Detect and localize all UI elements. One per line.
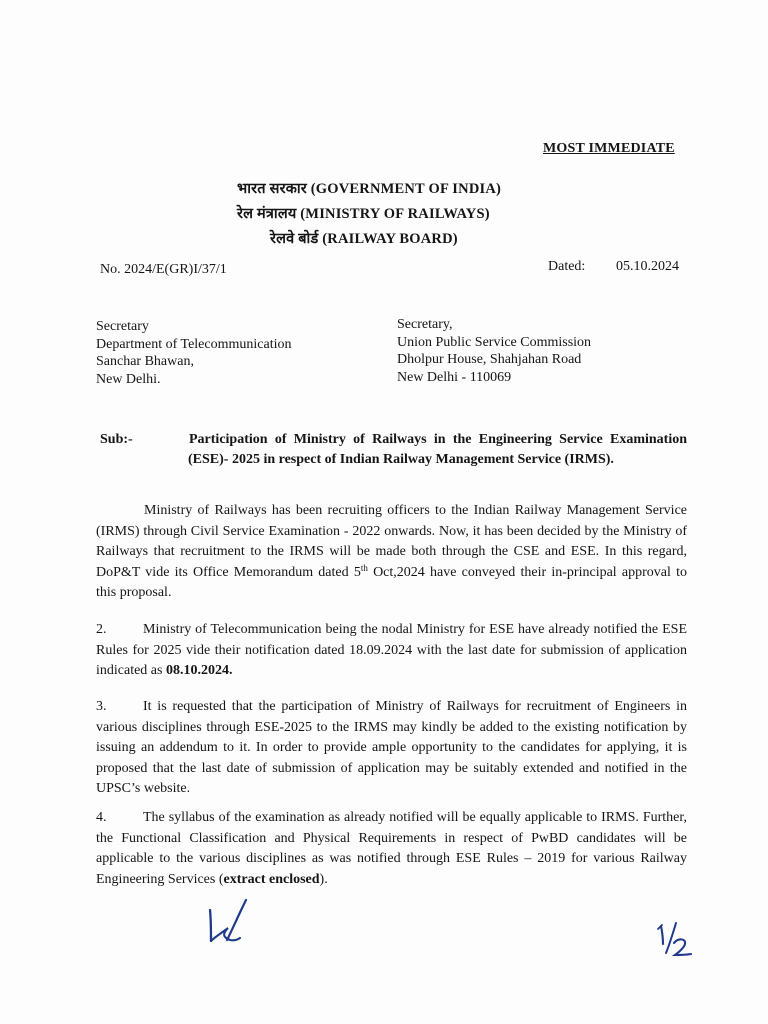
subject-text: Participation of Ministry of Railways in the Engineering Service Examination (ESE)- 2025 in respect of Indian Railway Management Service (IRMS). [188, 432, 687, 467]
addressee-upsc-line: Secretary, [397, 317, 453, 332]
initials-drawing [200, 896, 256, 948]
handwritten-initials-icon [200, 896, 256, 953]
subject-label: Sub:- [100, 432, 133, 447]
paragraph-2 [96, 620, 687, 682]
paragraph-1 [96, 501, 687, 604]
page-number-marker [652, 917, 696, 966]
addressee-upsc-line: Dholpur House, Shahjahan Road [397, 352, 582, 367]
dated-label: Dated: [548, 259, 586, 274]
priority-marking: MOST IMMEDIATE [543, 141, 675, 156]
paragraph-4-text: The syllabus of the examination as already notified will be equally applicable to IRMS. Further, the Functional Classification and Physical Requirements in respect of PwBD candidates will be applicable to the various disciplines as was notified through ESE Rules – 2019 for various Railway Engineering Services ( [96, 810, 687, 887]
addressee-telecom-line: New Delhi. [96, 371, 161, 387]
paragraph-number: 3. [96, 699, 107, 714]
last-date-value: 08.10.2024 [165, 663, 229, 678]
paragraph-2-text: Ministry of Telecommunication being the nodal Ministry for ESE have already notified the ESE Rules for 2025 vide their notification dated 18.09.2024 with the last date for submission of application indicated as [96, 622, 687, 678]
paragraph-number: 4. [96, 810, 107, 825]
addressee-upsc [397, 316, 591, 386]
page-number-handwriting [652, 917, 696, 961]
dated-value: 05.10.2024 [616, 259, 679, 274]
header-board: रेलवे बोर्ड (RAILWAY BOARD) [270, 231, 458, 247]
extract-enclosed-note: extract enclosed [223, 871, 320, 887]
paragraph-3 [96, 697, 687, 800]
subject-block [100, 430, 687, 470]
addressee-upsc-line: Union Public Service Commission [397, 334, 592, 350]
addressee-telecom-line: Secretary [96, 319, 149, 334]
header-ministry: रेल मंत्रालय (MINISTRY OF RAILWAYS) [237, 206, 490, 222]
paragraph-4-text-end: ). [319, 871, 328, 887]
header-government: भारत सरकार (GOVERNMENT OF INDIA) [237, 181, 502, 197]
reference-number: No. 2024/E(GR)I/37/1 [100, 262, 227, 277]
addressee-telecom [96, 318, 291, 388]
addressee-upsc-line: New Delhi - 110069 [397, 369, 512, 385]
paragraph-4 [96, 808, 687, 890]
addressee-telecom-line: Department of Telecommunication [96, 336, 292, 352]
paragraph-1-text: Ministry of Railways has been recruiting officers to the Indian Railway Management Service (IRMS) through Civil Service Examination - 2022 onwards. Now, it has been decided by the Ministry of Railways that recruitment to the IRMS will be made both through the CSE and ESE. In this regard, DoP&T vide its Office Memorandum dated 5 [96, 503, 687, 580]
paragraph-1-text-end: Oct,2024 have conveyed their in-principal approval to this proposal. [96, 564, 687, 600]
paragraph-2-text-end: . [228, 663, 233, 678]
paragraph-number: 2. [96, 622, 107, 637]
paragraph-3-text: It is requested that the participation of Ministry of Railways for recruitment of Engineers in various disciplines through ESE-2025 to the IRMS may kindly be added to the existing notification by issuing an addendum to it. In order to provide ample opportunity to the candidates for applying, it is proposed that the last date of submission of application may be suitably extended and notified in the UPSC’s website. [96, 699, 687, 796]
addressee-telecom-line: Sanchar Bhawan, [96, 354, 194, 369]
ordinal-suffix: th [360, 562, 368, 573]
